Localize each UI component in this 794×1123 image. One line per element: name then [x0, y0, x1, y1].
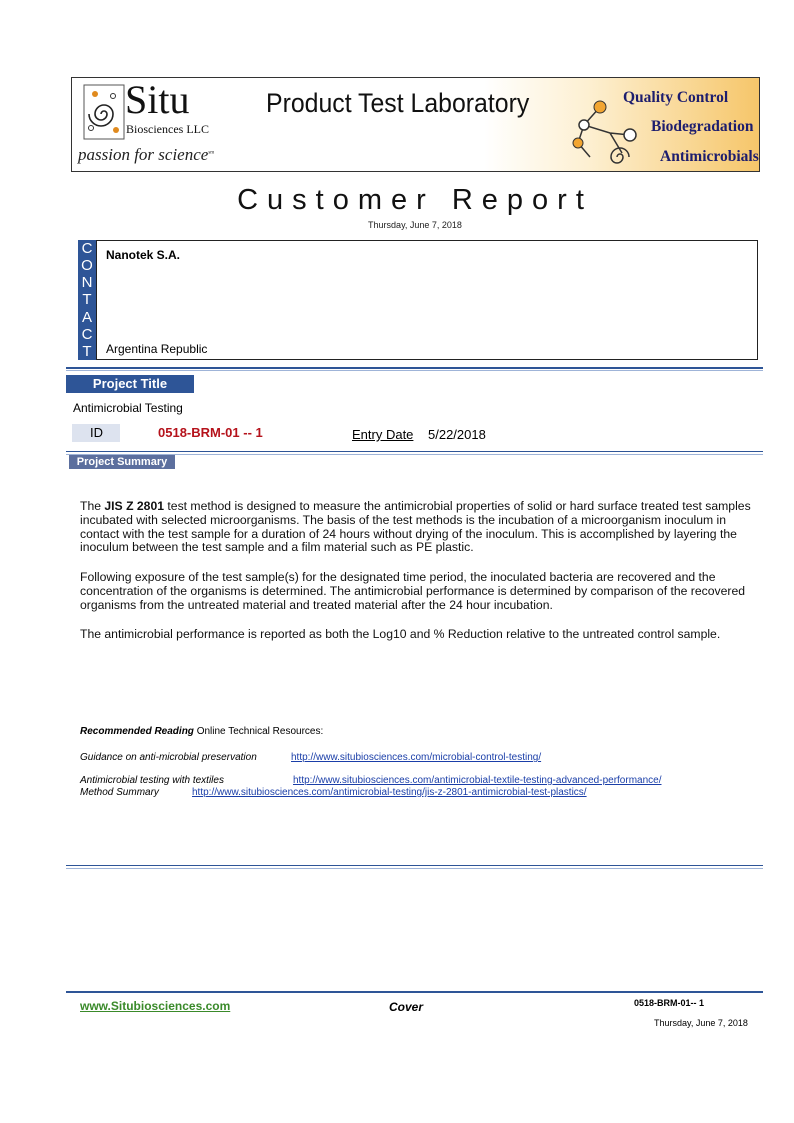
contact-country: Argentina Republic	[106, 342, 208, 356]
footer-site-link[interactable]: www.Situbiosciences.com	[80, 999, 231, 1013]
resource-label: Guidance on anti-microbial preservation	[80, 752, 257, 763]
contact-letter: C	[81, 325, 93, 343]
contact-letter: A	[81, 308, 92, 326]
reading-heading	[80, 726, 323, 737]
report-date: Thursday, June 7, 2018	[368, 220, 462, 230]
summary-text: The	[80, 499, 105, 513]
resource-link[interactable]: http://www.situbiosciences.com/antimicrobial-testing/jis-z-2801-antimicrobial-test-plastics/	[192, 787, 587, 798]
id-label: ID	[72, 424, 120, 442]
contact-letter: N	[81, 274, 93, 292]
resource-link[interactable]: http://www.situbiosciences.com/microbial-control-testing/	[291, 752, 542, 763]
resource-link[interactable]: http://www.situbiosciences.com/antimicrobial-textile-testing-advanced-performance/	[293, 775, 662, 786]
footer-date: Thursday, June 7, 2018	[654, 1018, 748, 1028]
logo-tagline-mark: sm	[208, 150, 215, 156]
divider	[66, 367, 763, 369]
summary-paragraph: The antimicrobial performance is reported as both the Log10 and % Reduction relative to the untreated control sample.	[80, 627, 721, 641]
contact-letter: T	[82, 342, 92, 360]
method-name: JIS Z 2801	[104, 499, 165, 513]
project-title-label: Project Title	[66, 375, 194, 393]
divider	[66, 451, 763, 452]
contact-letter: T	[82, 291, 92, 309]
tag-antimicrobials: Antimicrobials	[660, 148, 759, 165]
report-title: Customer Report	[237, 184, 593, 216]
footer-page-label: Cover	[389, 1000, 424, 1014]
divider	[66, 865, 763, 866]
logo-tagline	[78, 145, 214, 165]
logo-name: Situ	[125, 77, 190, 122]
contact-letter: C	[81, 240, 93, 258]
summary-text: test method is designed to measure the antimicrobial properties of solid or hard surface treated test samples incubated with selected microorganisms. The basis of the test methods is the incubation of a microorganism inoculum in contact with the test sample for a duration of 24 hours without drying of the inoculum. This is accomplished by layering the inoculum between the test sample and a film material such as PE plastic.	[80, 499, 751, 555]
contact-company: Nanotek S.A.	[106, 248, 181, 262]
reading-heading-bold: Recommended Reading	[80, 726, 194, 737]
entry-date-label: Entry Date	[352, 427, 414, 442]
reading-heading-rest: Online Technical Resources:	[193, 726, 324, 737]
resource-label: Method Summary	[80, 787, 159, 798]
project-summary-label: Project Summary	[69, 455, 175, 469]
divider	[66, 370, 763, 371]
summary-paragraph: Following exposure of the test sample(s) for the designated time period, the inoculated bacteria are recovered and the concentration of the organisms is determined. The antimicrobial performance is determined by comparison of the recovered organisms from the untreated material and treated material after the 24 hour incubation.	[80, 570, 746, 612]
logo-tagline-text: passion for science	[78, 145, 209, 164]
resource-label: Antimicrobial testing with textiles	[80, 775, 224, 786]
project-title-value: Antimicrobial Testing	[73, 401, 183, 415]
logo-subtitle: Biosciences LLC	[126, 122, 209, 136]
contact-label-strip	[78, 240, 96, 360]
entry-date-value: 5/22/2018	[428, 427, 486, 442]
banner-title: Product Test Laboratory	[266, 88, 530, 118]
situ-logo-icon	[83, 84, 125, 140]
footer-report-id: 0518-BRM-01-- 1	[634, 998, 705, 1008]
tag-quality-control: Quality Control	[623, 89, 729, 106]
tag-biodegradation: Biodegradation	[651, 118, 754, 135]
contact-letter: O	[81, 257, 93, 275]
summary-paragraph	[80, 500, 752, 555]
divider	[66, 868, 763, 869]
footer-divider	[66, 991, 763, 993]
id-value: 0518-BRM-01 -- 1	[158, 425, 263, 440]
